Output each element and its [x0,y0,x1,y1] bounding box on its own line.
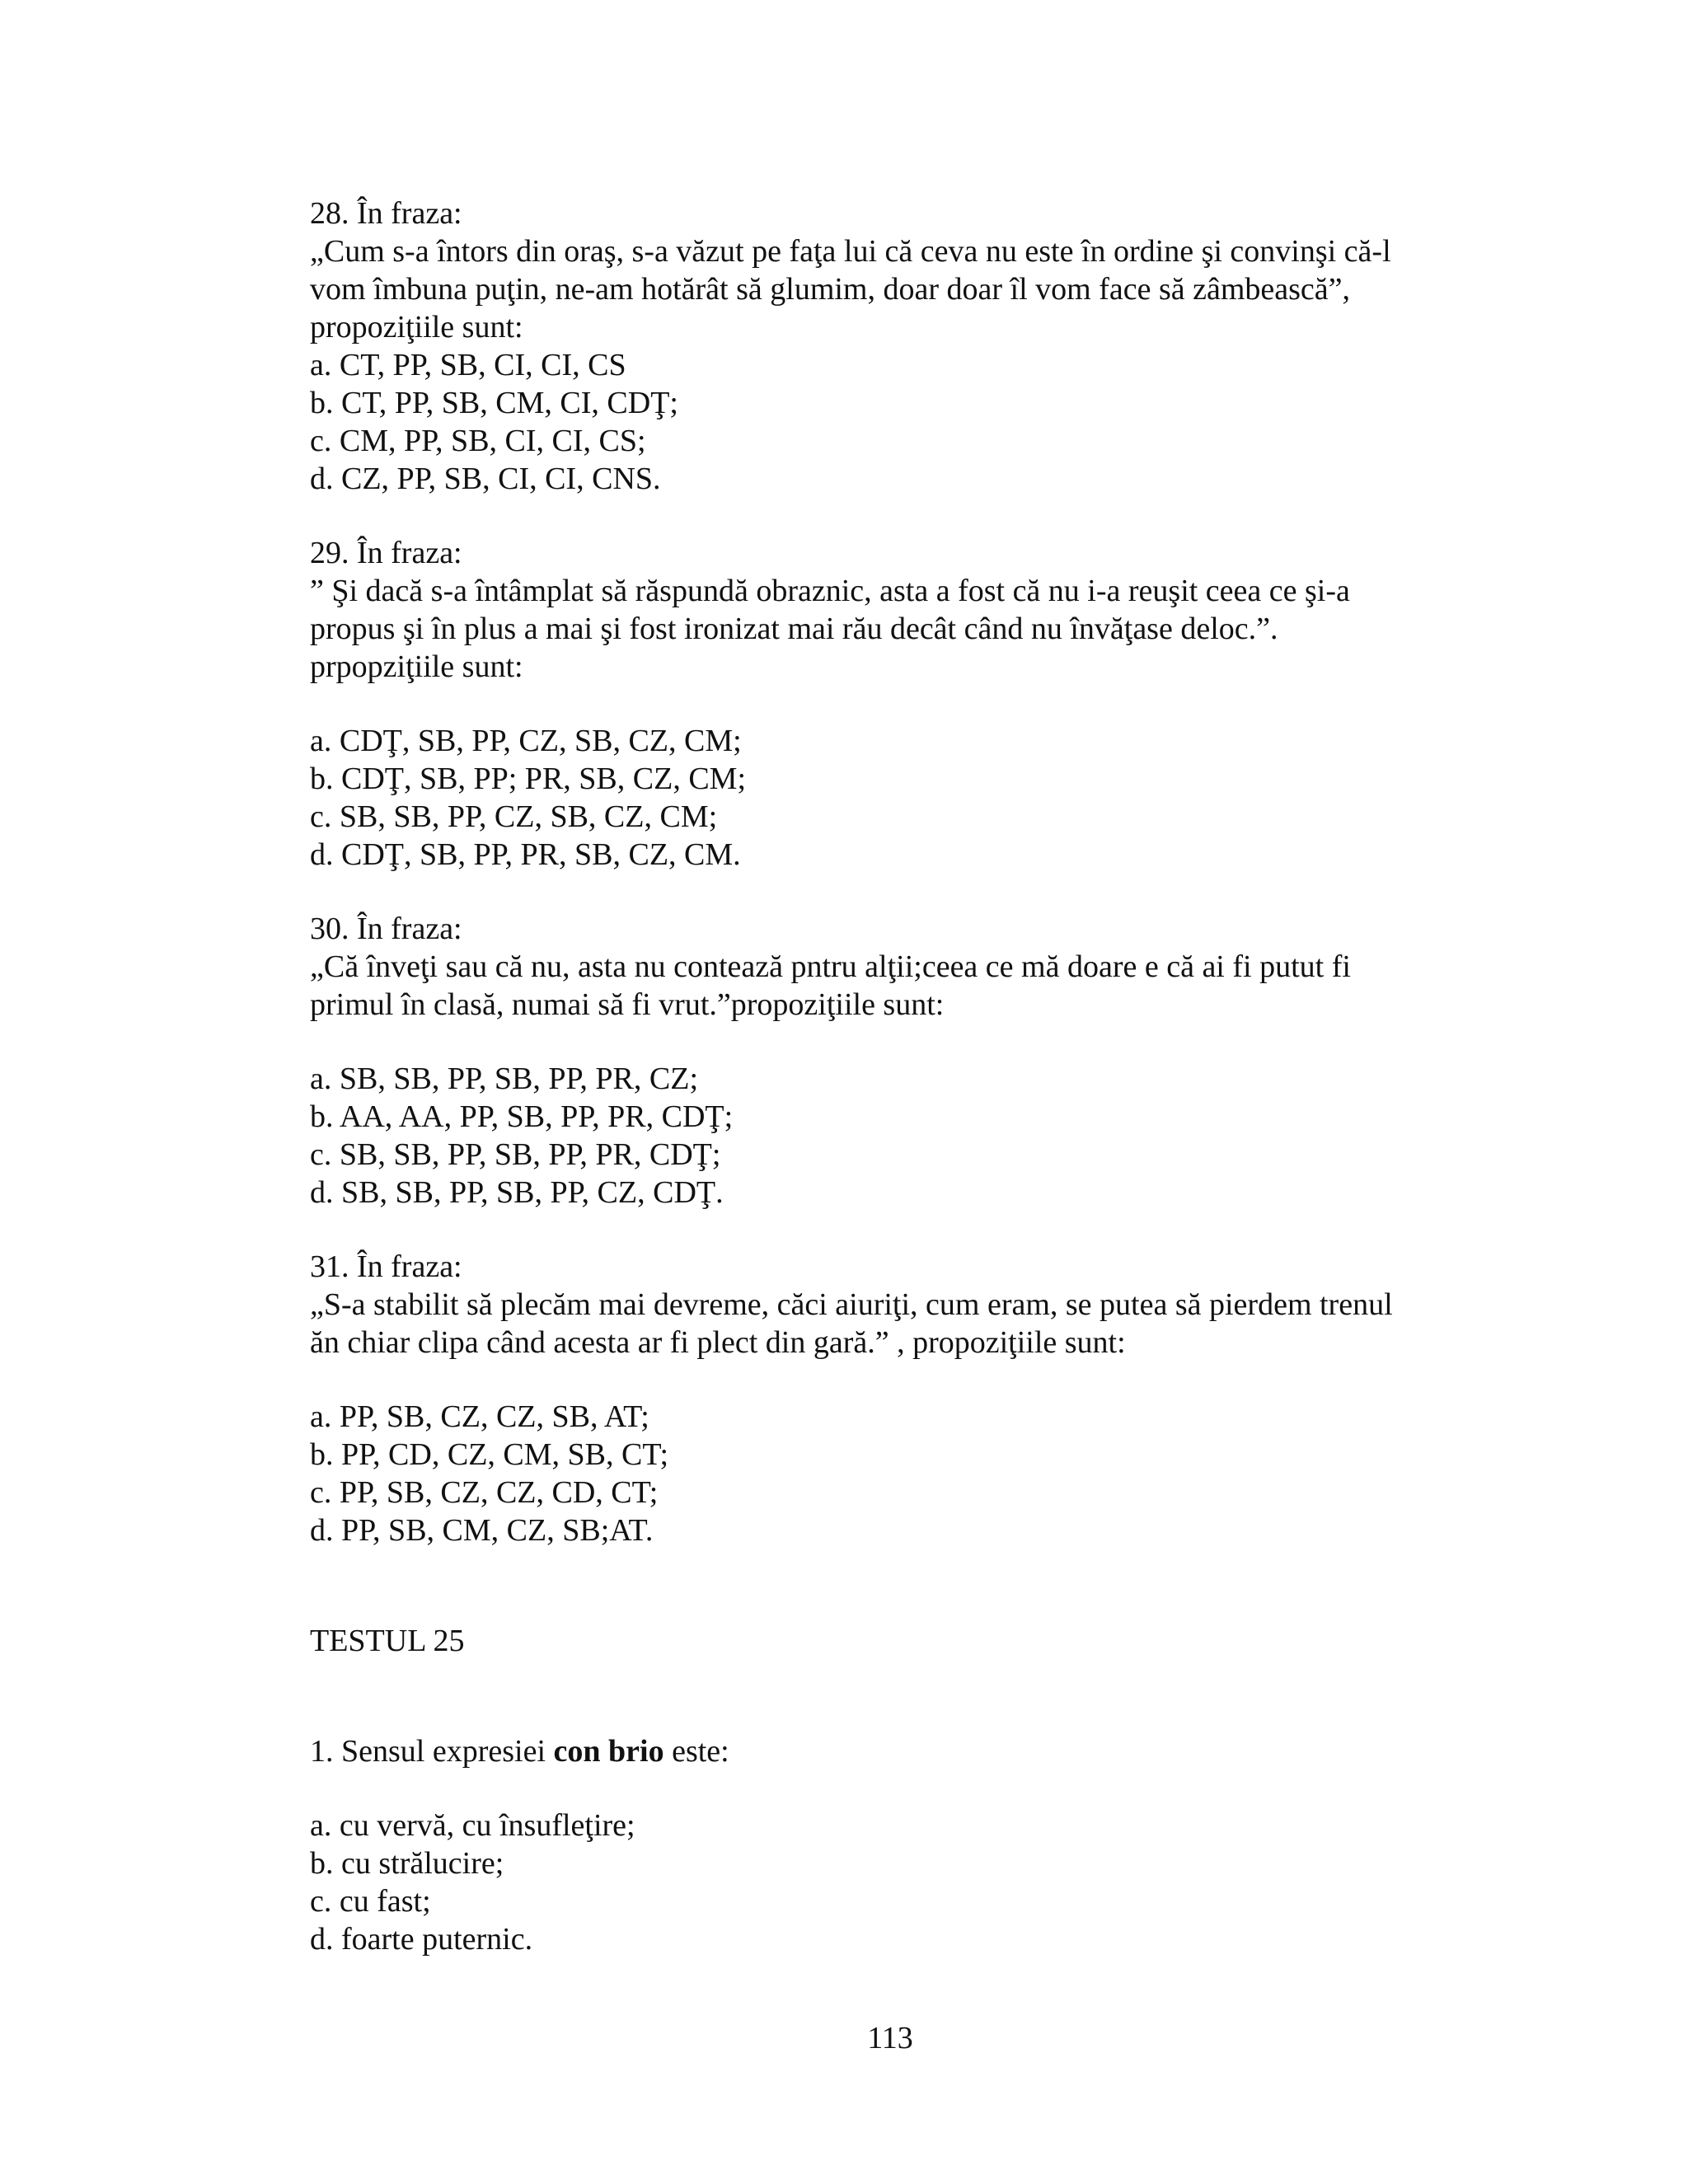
q31-text-line-1: „S-a stabilit să plecăm mai devreme, căci aiuriţi, cum eram, se putea să pierdem trenul [310,1287,1393,1322]
q28-option-d: d. CZ, PP, SB, CI, CI, CNS. [310,462,661,496]
q30-heading: 30. În fraza: [310,912,462,946]
q31-heading: 31. În fraza: [310,1249,462,1284]
q30-text-line-1: „Că înveţi sau că nu, asta nu contează pntru alţii;ceea ce mă doare e că ai fi putut fi [310,949,1351,984]
t25-q1-option-c: c. cu fast; [310,1884,431,1919]
q29-text-line-1: ” Şi dacă s-a întâmplat să răspundă obraznic, asta a fost că nu i-a reuşit ceea ce şi-a [310,574,1350,608]
test-title: TESTUL 25 [310,1624,465,1658]
q30-text-line-2: primul în clasă, numai să fi vrut.”propoziţiile sunt: [310,987,945,1022]
q29-heading: 29. În fraza: [310,536,462,570]
q29-option-c: c. SB, SB, PP, CZ, SB, CZ, CM; [310,799,718,834]
q29-option-b: b. CDŢ, SB, PP; PR, SB, CZ, CM; [310,762,747,796]
t25-q1-expression: con brio [553,1734,664,1769]
q30-option-b: b. AA, AA, PP, SB, PP, PR, CDŢ; [310,1099,734,1134]
q31-option-b: b. PP, CD, CZ, CM, SB, CT; [310,1437,669,1472]
q29-text-line-2: propus şi în plus a mai şi fost ironizat mai rău decât când nu învăţase deloc.”. [310,612,1278,646]
q31-option-d: d. PP, SB, CM, CZ, SB;AT. [310,1513,654,1548]
page-number: 113 [867,2021,913,2055]
t25-q1-prompt [310,1732,729,1770]
q29-option-d: d. CDŢ, SB, PP, PR, SB, CZ, CM. [310,837,741,872]
q28-text-line-2: vom îmbuna puţin, ne-am hotărât să glumim, doar doar îl vom face să zâmbească”, [310,272,1351,307]
q31-option-c: c. PP, SB, CZ, CZ, CD, CT; [310,1475,659,1510]
q28-text-line-1: „Cum s-a întors din oraş, s-a văzut pe faţa lui că ceva nu este în ordine şi convinşi că-l [310,234,1391,269]
q31-option-a: a. PP, SB, CZ, CZ, SB, AT; [310,1399,649,1434]
q28-option-a: a. CT, PP, SB, CI, CI, CS [310,348,626,382]
t25-q1-option-d: d. foarte puternic. [310,1922,533,1957]
q29-text-line-3: prpopziţiile sunt: [310,649,523,684]
q28-heading: 28. În fraza: [310,196,462,231]
t25-q1-suffix: este: [663,1734,729,1769]
q28-option-c: c. CM, PP, SB, CI, CI, CS; [310,424,646,458]
t25-q1-option-a: a. cu vervă, cu însufleţire; [310,1808,635,1843]
q30-option-d: d. SB, SB, PP, SB, PP, CZ, CDŢ. [310,1175,724,1210]
q28-text-line-3: propoziţiile sunt: [310,310,523,344]
q30-option-a: a. SB, SB, PP, SB, PP, PR, CZ; [310,1062,699,1096]
q30-option-c: c. SB, SB, PP, SB, PP, PR, CDŢ; [310,1137,721,1172]
t25-q1-option-b: b. cu strălucire; [310,1846,504,1881]
t25-q1-prefix: 1. Sensul expresiei [310,1734,554,1769]
q31-text-line-2: ăn chiar clipa când acesta ar fi plect din gară.” , propoziţiile sunt: [310,1325,1126,1360]
q29-option-a: a. CDŢ, SB, PP, CZ, SB, CZ, CM; [310,724,742,758]
q28-option-b: b. CT, PP, SB, CM, CI, CDŢ; [310,386,678,420]
